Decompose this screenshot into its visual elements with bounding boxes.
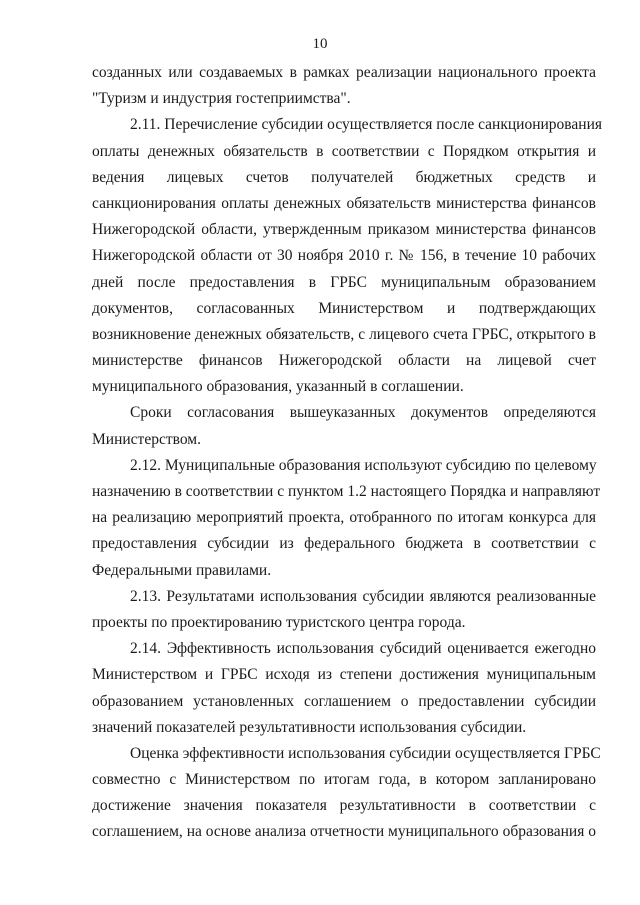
text-line: оплаты денежных обязательств в соответствии с Порядком открытия и (92, 142, 596, 160)
text-line: Министерством. (92, 430, 201, 448)
text-line: дней после предоставления в ГРБС муниципальным образованием (92, 273, 596, 291)
text-line: на реализацию мероприятий проекта, отобранного по итогам конкурса для (92, 509, 596, 527)
text-line: Сроки согласования вышеуказанных документов определяются (130, 404, 596, 422)
text-line: 2.14. Эффективность использования субсидий оценивается ежегодно (130, 640, 596, 658)
text-line: проекты по проектированию туристского центра города. (92, 613, 466, 631)
text-line: Федеральными правилами. (92, 561, 272, 579)
text-line: санкционирования оплаты денежных обязательств министерства финансов (92, 194, 596, 212)
text-line: образованием установленных соглашением о предоставлении субсидии (92, 692, 596, 710)
text-line: значений показателей результативности использования субсидии. (92, 718, 527, 736)
text-line: 2.11. Перечисление субсидии осуществляется после санкционирования (130, 116, 603, 134)
text-line: соглашением, на основе анализа отчетности муниципального образования о (92, 823, 596, 841)
text-line: достижение значения показателя результативности в соответствии с (92, 797, 596, 815)
text-line: Нижегородской области от 30 ноября 2010 г. № 156, в течение 10 рабочих (92, 247, 596, 265)
document-body (92, 60, 603, 846)
text-line: 2.12. Муниципальные образования используют субсидию по целевому (130, 456, 597, 474)
page-number: 10 (312, 36, 328, 52)
text-line: ведения лицевых счетов получателей бюджетных средств и (92, 168, 596, 186)
text-line: документов, согласованных Министерством и подтверждающих (92, 299, 596, 317)
text-line: назначению в соответствии с пунктом 1.2 настоящего Порядка и направляют (92, 483, 601, 500)
text-line: Оценка эффективности использования субсидии осуществляется ГРБС (130, 744, 601, 762)
text-line: Министерством и ГРБС исходя из степени достижения муниципальным (92, 666, 596, 684)
text-line: министерстве финансов Нижегородской области на лицевой счет (92, 352, 596, 370)
text-line: "Туризм и индустрия гостеприимства". (92, 90, 351, 108)
text-line: 2.13. Результатами использования субсидии являются реализованные (130, 587, 596, 605)
text-line: созданных или создаваемых в рамках реализации национального проекта (92, 64, 596, 81)
text-line: муниципального образования, указанный в соглашении. (92, 378, 464, 396)
text-line: возникновение денежных обязательств, с лицевого счета ГРБС, открытого в (92, 325, 596, 343)
text-line: совместно с Министерством по итогам года, в котором запланировано (92, 771, 596, 789)
text-line: Нижегородской области, утвержденным приказом министерства финансов (92, 221, 596, 239)
text-line: предоставления субсидии из федерального бюджета в соответствии с (92, 535, 596, 553)
